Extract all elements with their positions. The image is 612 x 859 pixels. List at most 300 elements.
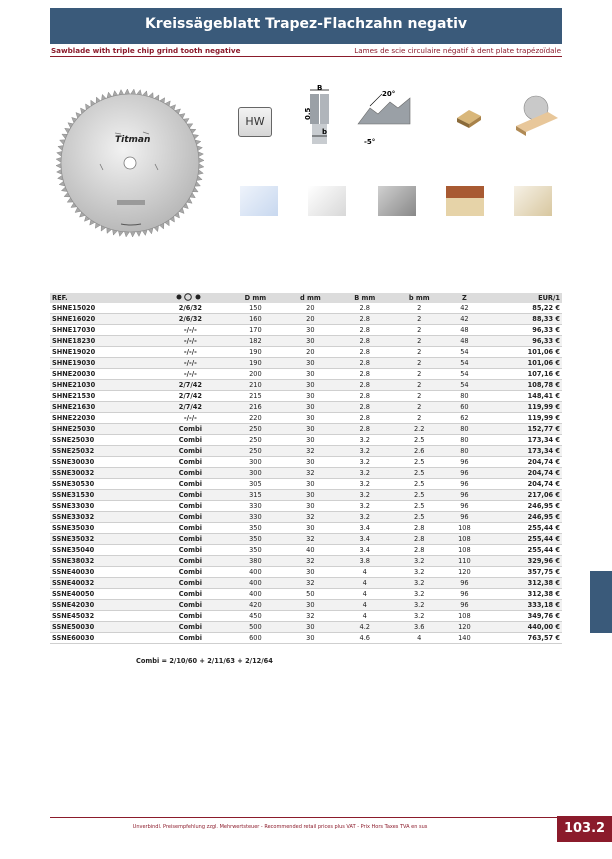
cell-bore: -/-/- <box>153 413 227 424</box>
cell-bore-diameter: 32 <box>283 446 337 457</box>
cell-teeth: 42 <box>446 314 482 325</box>
cell-kerf: 3.2 <box>337 490 392 501</box>
price-note: Unverbindl. Preisempfehlung zzgl. Mehrwertsteuer - Recommended retail prices plus VAT - Prix Hors Taxes TVA en sus <box>132 824 428 830</box>
table-row <box>50 589 562 600</box>
cell-ref: SSNE25032 <box>50 446 153 457</box>
cell-kerf: 2.8 <box>337 402 392 413</box>
cell-kerf: 3.2 <box>337 468 392 479</box>
cell-ref: SSNE45032 <box>50 611 153 622</box>
cell-bore: Combi <box>153 512 227 523</box>
cell-body: 3.2 <box>392 600 446 611</box>
cell-bore-diameter: 32 <box>283 468 337 479</box>
material-foam-board-icon <box>240 186 278 216</box>
cell-ref: SSNE40050 <box>50 589 153 600</box>
table-row <box>50 402 562 413</box>
table-row <box>50 325 562 336</box>
cell-body: 2 <box>392 347 446 358</box>
table-row <box>50 347 562 358</box>
cell-price: 357,75 € <box>483 567 562 578</box>
table-row <box>50 358 562 369</box>
cell-bore: Combi <box>153 523 227 534</box>
hw-badge: HW <box>238 107 272 137</box>
cell-bore-diameter: 30 <box>283 600 337 611</box>
cell-ref: SSNE35040 <box>50 545 153 556</box>
cell-teeth: 96 <box>446 589 482 600</box>
cell-bore-diameter: 30 <box>283 523 337 534</box>
table-row <box>50 501 562 512</box>
table-row <box>50 545 562 556</box>
column-bore <box>153 293 227 303</box>
cell-price: 108,78 € <box>483 380 562 391</box>
material-laminate-board-icon <box>446 186 484 216</box>
cell-body: 2.5 <box>392 501 446 512</box>
cell-bore: Combi <box>153 578 227 589</box>
table-row <box>50 567 562 578</box>
cell-teeth: 48 <box>446 336 482 347</box>
cell-diameter: 380 <box>228 556 284 567</box>
cell-bore: -/-/- <box>153 336 227 347</box>
bore-holes-icon <box>175 293 205 301</box>
cell-diameter: 350 <box>228 523 284 534</box>
cell-body: 2.8 <box>392 523 446 534</box>
column-teeth: Z <box>446 293 482 303</box>
cell-body: 3.2 <box>392 578 446 589</box>
table-row <box>50 336 562 347</box>
cell-bore: Combi <box>153 435 227 446</box>
cell-diameter: 150 <box>228 303 284 314</box>
cell-body: 3.6 <box>392 622 446 633</box>
page-header <box>50 8 562 44</box>
cell-price: 148,41 € <box>483 391 562 402</box>
subtitle-french: Lames de scie circulaire négatif à dent plate trapézoïdale <box>354 46 561 55</box>
cell-ref: SSNE60030 <box>50 633 153 644</box>
table-row <box>50 413 562 424</box>
cell-diameter: 330 <box>228 512 284 523</box>
cell-teeth: 110 <box>446 556 482 567</box>
cell-kerf: 3.2 <box>337 501 392 512</box>
cell-diameter: 215 <box>228 391 284 402</box>
label-angle-top: 20° <box>382 90 396 98</box>
cell-price: 173,34 € <box>483 446 562 457</box>
cell-diameter: 250 <box>228 435 284 446</box>
cell-kerf: 4 <box>337 589 392 600</box>
cell-body: 2.6 <box>392 446 446 457</box>
cell-price: 204,74 € <box>483 468 562 479</box>
cell-kerf: 4 <box>337 600 392 611</box>
cell-bore-diameter: 32 <box>283 556 337 567</box>
label-b-lower: b <box>322 128 328 136</box>
cell-kerf: 3.2 <box>337 446 392 457</box>
cell-diameter: 170 <box>228 325 284 336</box>
cell-price: 255,44 € <box>483 545 562 556</box>
cell-diameter: 190 <box>228 358 284 369</box>
cell-price: 96,33 € <box>483 336 562 347</box>
cell-diameter: 350 <box>228 534 284 545</box>
combi-note: Combi = 2/10/60 + 2/11/63 + 2/12/64 <box>136 657 273 665</box>
cell-ref: SHNE20030 <box>50 369 153 380</box>
column-price: EUR/1 <box>483 293 562 303</box>
cell-kerf: 2.8 <box>337 358 392 369</box>
column-ref: REF. <box>50 293 153 303</box>
cell-teeth: 108 <box>446 534 482 545</box>
cell-diameter: 210 <box>228 380 284 391</box>
cell-body: 2.5 <box>392 512 446 523</box>
cell-bore-diameter: 32 <box>283 534 337 545</box>
cell-diameter: 450 <box>228 611 284 622</box>
cell-teeth: 108 <box>446 545 482 556</box>
cell-body: 2.2 <box>392 424 446 435</box>
cell-bore: Combi <box>153 446 227 457</box>
cell-diameter: 220 <box>228 413 284 424</box>
saw-cutting-icon <box>512 92 560 138</box>
top-divider <box>50 56 562 57</box>
cell-diameter: 600 <box>228 633 284 644</box>
cell-price: 246,95 € <box>483 512 562 523</box>
cell-body: 2.5 <box>392 490 446 501</box>
page-title: Kreissägeblatt Trapez-Flachzahn negativ <box>144 16 468 32</box>
cell-diameter: 305 <box>228 479 284 490</box>
table-row <box>50 622 562 633</box>
cell-kerf: 3.8 <box>337 556 392 567</box>
cell-kerf: 3.4 <box>337 545 392 556</box>
cell-price: 333,18 € <box>483 600 562 611</box>
column-kerf: B mm <box>337 293 392 303</box>
cell-body: 2 <box>392 369 446 380</box>
cell-ref: SHNE19030 <box>50 358 153 369</box>
material-white-board-icon <box>308 186 346 216</box>
table-row <box>50 512 562 523</box>
cell-kerf: 2.8 <box>337 336 392 347</box>
table-row <box>50 424 562 435</box>
cell-diameter: 420 <box>228 600 284 611</box>
cell-bore-diameter: 40 <box>283 545 337 556</box>
cell-ref: SSNE35032 <box>50 534 153 545</box>
cell-ref: SHNE17030 <box>50 325 153 336</box>
cell-body: 2.5 <box>392 435 446 446</box>
cell-price: 255,44 € <box>483 534 562 545</box>
cell-body: 2.5 <box>392 457 446 468</box>
cell-kerf: 4 <box>337 578 392 589</box>
cell-teeth: 60 <box>446 402 482 413</box>
cell-ref: SSNE40030 <box>50 567 153 578</box>
cell-bore-diameter: 30 <box>283 435 337 446</box>
cell-teeth: 54 <box>446 347 482 358</box>
cell-body: 2 <box>392 380 446 391</box>
cell-teeth: 48 <box>446 325 482 336</box>
cell-price: 119,99 € <box>483 402 562 413</box>
cell-ref: SSNE30032 <box>50 468 153 479</box>
cell-price: 255,44 € <box>483 523 562 534</box>
cell-bore-diameter: 32 <box>283 578 337 589</box>
cell-body: 3.2 <box>392 567 446 578</box>
cell-teeth: 80 <box>446 435 482 446</box>
table-row <box>50 468 562 479</box>
column-body: b mm <box>392 293 446 303</box>
cell-bore: Combi <box>153 534 227 545</box>
cell-bore: Combi <box>153 457 227 468</box>
table-row <box>50 391 562 402</box>
cell-teeth: 140 <box>446 633 482 644</box>
cell-ref: SSNE42030 <box>50 600 153 611</box>
label-angle-bottom: -5° <box>364 138 376 146</box>
material-chipboard-icon <box>514 186 552 216</box>
cell-ref: SSNE40032 <box>50 578 153 589</box>
table-row <box>50 457 562 468</box>
cell-ref: SHNE16020 <box>50 314 153 325</box>
cell-bore-diameter: 30 <box>283 479 337 490</box>
bottom-divider <box>50 817 562 818</box>
cell-body: 2.5 <box>392 468 446 479</box>
cell-teeth: 96 <box>446 600 482 611</box>
cell-ref: SHNE19020 <box>50 347 153 358</box>
cell-ref: SHNE15020 <box>50 303 153 314</box>
table-row <box>50 314 562 325</box>
cell-body: 3.2 <box>392 611 446 622</box>
cell-price: 312,38 € <box>483 578 562 589</box>
cell-diameter: 315 <box>228 490 284 501</box>
cell-price: 101,06 € <box>483 347 562 358</box>
cell-body: 2 <box>392 303 446 314</box>
table-row <box>50 534 562 545</box>
cell-price: 85,22 € <box>483 303 562 314</box>
table-row <box>50 633 562 644</box>
cell-body: 2.8 <box>392 534 446 545</box>
cell-bore-diameter: 30 <box>283 358 337 369</box>
cell-kerf: 2.8 <box>337 424 392 435</box>
cell-price: 246,95 € <box>483 501 562 512</box>
cell-teeth: 96 <box>446 578 482 589</box>
cell-teeth: 96 <box>446 490 482 501</box>
cell-bore-diameter: 30 <box>283 633 337 644</box>
cell-price: 173,34 € <box>483 435 562 446</box>
cell-kerf: 4 <box>337 611 392 622</box>
cell-bore-diameter: 20 <box>283 314 337 325</box>
cell-diameter: 200 <box>228 369 284 380</box>
cell-bore: Combi <box>153 490 227 501</box>
cell-price: 217,06 € <box>483 490 562 501</box>
cell-teeth: 96 <box>446 479 482 490</box>
cell-diameter: 500 <box>228 622 284 633</box>
cell-body: 2 <box>392 413 446 424</box>
cell-body: 3.2 <box>392 589 446 600</box>
table-row <box>50 303 562 314</box>
cell-bore-diameter: 30 <box>283 402 337 413</box>
cell-body: 2 <box>392 336 446 347</box>
column-bore-diameter: d mm <box>283 293 337 303</box>
cell-kerf: 4.2 <box>337 622 392 633</box>
cell-bore: Combi <box>153 600 227 611</box>
cell-bore: Combi <box>153 501 227 512</box>
table-row <box>50 369 562 380</box>
cell-kerf: 2.8 <box>337 325 392 336</box>
cell-kerf: 2.8 <box>337 369 392 380</box>
cell-ref: SSNE50030 <box>50 622 153 633</box>
table-header-row <box>50 293 562 303</box>
cell-body: 3.2 <box>392 556 446 567</box>
cell-diameter: 160 <box>228 314 284 325</box>
cell-kerf: 3.4 <box>337 523 392 534</box>
cell-teeth: 96 <box>446 501 482 512</box>
tooth-geometry-diagram <box>298 84 428 150</box>
cell-bore-diameter: 32 <box>283 611 337 622</box>
table-row <box>50 446 562 457</box>
cell-bore: Combi <box>153 468 227 479</box>
cell-kerf: 4 <box>337 567 392 578</box>
laminated-panel-icon <box>453 104 485 132</box>
cell-diameter: 216 <box>228 402 284 413</box>
cell-kerf: 2.8 <box>337 347 392 358</box>
page-number: 103.2 <box>557 816 612 842</box>
cell-diameter: 250 <box>228 424 284 435</box>
cell-diameter: 182 <box>228 336 284 347</box>
cell-bore-diameter: 30 <box>283 380 337 391</box>
material-grey-board-icon <box>378 186 416 216</box>
cell-kerf: 3.2 <box>337 457 392 468</box>
cell-body: 2.5 <box>392 479 446 490</box>
label-b-upper: B <box>317 84 323 92</box>
cell-price: 763,57 € <box>483 633 562 644</box>
cell-bore-diameter: 30 <box>283 457 337 468</box>
table-row <box>50 556 562 567</box>
cell-bore: -/-/- <box>153 325 227 336</box>
cell-price: 329,96 € <box>483 556 562 567</box>
cell-body: 2 <box>392 391 446 402</box>
table-row <box>50 490 562 501</box>
cell-ref: SHNE21630 <box>50 402 153 413</box>
cell-ref: SHNE25030 <box>50 424 153 435</box>
cell-teeth: 96 <box>446 457 482 468</box>
cell-bore: 2/6/32 <box>153 303 227 314</box>
cell-bore-diameter: 30 <box>283 490 337 501</box>
cell-diameter: 400 <box>228 567 284 578</box>
cell-diameter: 330 <box>228 501 284 512</box>
cell-bore: Combi <box>153 556 227 567</box>
cell-price: 312,38 € <box>483 589 562 600</box>
cell-bore: -/-/- <box>153 347 227 358</box>
cell-teeth: 80 <box>446 391 482 402</box>
cell-bore: Combi <box>153 567 227 578</box>
cell-ref: SHNE22030 <box>50 413 153 424</box>
cell-teeth: 120 <box>446 622 482 633</box>
cell-bore-diameter: 32 <box>283 512 337 523</box>
cell-price: 119,99 € <box>483 413 562 424</box>
cell-bore-diameter: 30 <box>283 622 337 633</box>
cell-bore: 2/6/32 <box>153 314 227 325</box>
cell-ref: SHNE21530 <box>50 391 153 402</box>
cell-bore-diameter: 20 <box>283 303 337 314</box>
cell-diameter: 300 <box>228 468 284 479</box>
cell-kerf: 2.8 <box>337 391 392 402</box>
cell-body: 4 <box>392 633 446 644</box>
cell-body: 2 <box>392 358 446 369</box>
cell-bore: Combi <box>153 479 227 490</box>
cell-bore-diameter: 50 <box>283 589 337 600</box>
cell-bore-diameter: 30 <box>283 336 337 347</box>
cell-ref: SSNE31530 <box>50 490 153 501</box>
cell-price: 204,74 € <box>483 457 562 468</box>
cell-price: 88,33 € <box>483 314 562 325</box>
cell-price: 107,16 € <box>483 369 562 380</box>
cell-diameter: 400 <box>228 589 284 600</box>
table-row <box>50 479 562 490</box>
cell-teeth: 120 <box>446 567 482 578</box>
cell-price: 440,00 € <box>483 622 562 633</box>
cell-body: 2 <box>392 402 446 413</box>
cell-price: 96,33 € <box>483 325 562 336</box>
cell-price: 349,76 € <box>483 611 562 622</box>
cell-teeth: 108 <box>446 611 482 622</box>
cell-ref: SSNE30530 <box>50 479 153 490</box>
cell-ref: SHNE18230 <box>50 336 153 347</box>
blade-brand: Titman <box>115 135 151 145</box>
cell-diameter: 350 <box>228 545 284 556</box>
subtitle-english: Sawblade with triple chip grind tooth negative <box>51 46 241 55</box>
cell-ref: SHNE21030 <box>50 380 153 391</box>
table-row <box>50 600 562 611</box>
cell-teeth: 108 <box>446 523 482 534</box>
cell-ref: SSNE33030 <box>50 501 153 512</box>
cell-diameter: 250 <box>228 446 284 457</box>
cell-bore: Combi <box>153 424 227 435</box>
cell-bore-diameter: 30 <box>283 501 337 512</box>
label-height: 0.5 <box>304 107 312 120</box>
cell-teeth: 62 <box>446 413 482 424</box>
cell-teeth: 96 <box>446 468 482 479</box>
cell-teeth: 80 <box>446 446 482 457</box>
cell-ref: SSNE30030 <box>50 457 153 468</box>
cell-bore-diameter: 30 <box>283 325 337 336</box>
cell-bore: 2/7/42 <box>153 380 227 391</box>
cell-price: 204,74 € <box>483 479 562 490</box>
cell-body: 2.8 <box>392 545 446 556</box>
cell-teeth: 96 <box>446 512 482 523</box>
section-tab <box>590 571 612 633</box>
table-row <box>50 380 562 391</box>
product-table <box>50 293 562 644</box>
cell-diameter: 300 <box>228 457 284 468</box>
cell-ref: SSNE38032 <box>50 556 153 567</box>
table-row <box>50 611 562 622</box>
column-diameter: D mm <box>228 293 284 303</box>
cell-kerf: 2.8 <box>337 314 392 325</box>
cell-bore: Combi <box>153 633 227 644</box>
cell-kerf: 3.2 <box>337 512 392 523</box>
cell-bore: Combi <box>153 622 227 633</box>
table-row <box>50 435 562 446</box>
cell-bore: 2/7/42 <box>153 402 227 413</box>
cell-bore: 2/7/42 <box>153 391 227 402</box>
cell-ref: SSNE35030 <box>50 523 153 534</box>
cell-teeth: 54 <box>446 369 482 380</box>
cell-bore: Combi <box>153 611 227 622</box>
cell-bore-diameter: 20 <box>283 347 337 358</box>
sawblade-image <box>55 88 205 238</box>
cell-bore: Combi <box>153 545 227 556</box>
cell-kerf: 2.8 <box>337 303 392 314</box>
table-row <box>50 578 562 589</box>
cell-teeth: 54 <box>446 358 482 369</box>
cell-teeth: 80 <box>446 424 482 435</box>
cell-body: 2 <box>392 325 446 336</box>
cell-ref: SSNE33032 <box>50 512 153 523</box>
cell-kerf: 3.2 <box>337 479 392 490</box>
cell-teeth: 54 <box>446 380 482 391</box>
cell-bore-diameter: 30 <box>283 567 337 578</box>
cell-bore: -/-/- <box>153 369 227 380</box>
cell-bore: Combi <box>153 589 227 600</box>
cell-price: 152,77 € <box>483 424 562 435</box>
cell-kerf: 3.4 <box>337 534 392 545</box>
